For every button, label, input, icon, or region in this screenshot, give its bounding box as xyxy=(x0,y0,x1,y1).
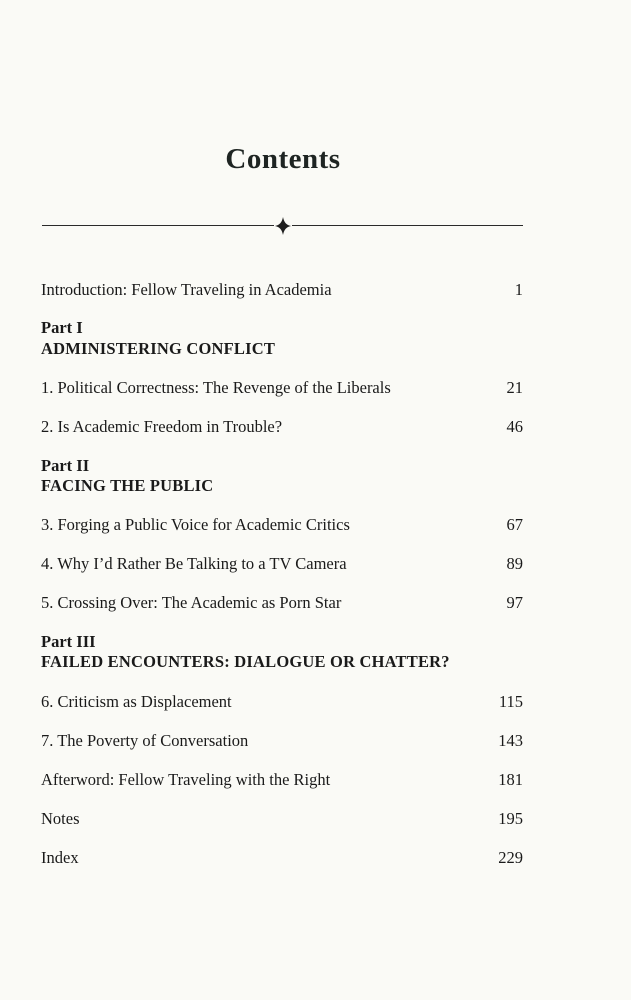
toc-entry-chapter-5[interactable] xyxy=(41,592,523,614)
toc-entry-page: 181 xyxy=(498,770,523,789)
part-label: Part I xyxy=(41,318,83,337)
part-title: ADMINISTERING CONFLICT xyxy=(41,339,276,358)
toc-entry-title: 7. The Poverty of Conversation xyxy=(41,731,249,750)
toc-entry-chapter-2[interactable] xyxy=(41,416,523,438)
toc-entry-page: 229 xyxy=(498,848,523,867)
toc-entry-title: Notes xyxy=(41,809,80,828)
toc-entry-page: 46 xyxy=(506,417,523,436)
toc-entry-page: 143 xyxy=(498,731,523,750)
toc-entry-title: 3. Forging a Public Voice for Academic Critics xyxy=(41,515,350,534)
toc-entry-chapter-7[interactable] xyxy=(41,730,523,752)
diamond-ornament-icon xyxy=(275,217,291,235)
toc-entry-page: 1 xyxy=(514,280,523,299)
toc-entry-introduction[interactable] xyxy=(41,279,523,301)
divider-line-left xyxy=(42,225,274,226)
toc-entry-afterword[interactable] xyxy=(41,769,523,791)
toc-entry-chapter-3[interactable] xyxy=(41,514,523,536)
toc-entry-page: 89 xyxy=(506,554,523,573)
toc-entry-title: 2. Is Academic Freedom in Trouble? xyxy=(41,417,283,436)
part-title: FACING THE PUBLIC xyxy=(41,476,214,495)
toc-entry-page: 115 xyxy=(498,692,523,711)
toc-entry-page: 67 xyxy=(506,515,523,534)
toc-entry-index[interactable] xyxy=(41,847,523,869)
title-divider xyxy=(42,216,523,236)
toc-entry-title: 5. Crossing Over: The Academic as Porn Star xyxy=(41,593,342,612)
toc-entry-title: 1. Political Correctness: The Revenge of the Liberals xyxy=(41,378,391,397)
toc-entry-title: 6. Criticism as Displacement xyxy=(41,692,232,711)
divider-line-right xyxy=(292,225,523,226)
toc-entry-page: 97 xyxy=(506,593,523,612)
toc-entry-chapter-6[interactable] xyxy=(41,691,523,713)
toc-entry-title: Index xyxy=(41,848,79,867)
toc-entry-title: 4. Why I’d Rather Be Talking to a TV Camera xyxy=(41,554,347,573)
part-title: FAILED ENCOUNTERS: DIALOGUE OR CHATTER? xyxy=(41,652,450,671)
page-title: Contents xyxy=(225,143,341,175)
part-label: Part III xyxy=(41,632,96,651)
toc-entry-page: 21 xyxy=(506,378,523,397)
toc-entry-title: Afterword: Fellow Traveling with the Right xyxy=(41,770,331,789)
part-label: Part II xyxy=(41,456,90,475)
toc-entry-page: 195 xyxy=(498,809,523,828)
toc-entry-notes[interactable] xyxy=(41,808,523,830)
toc-entry-chapter-4[interactable] xyxy=(41,553,523,575)
toc-entry-title: Introduction: Fellow Traveling in Academia xyxy=(41,280,332,299)
toc-entry-chapter-1[interactable] xyxy=(41,377,523,399)
